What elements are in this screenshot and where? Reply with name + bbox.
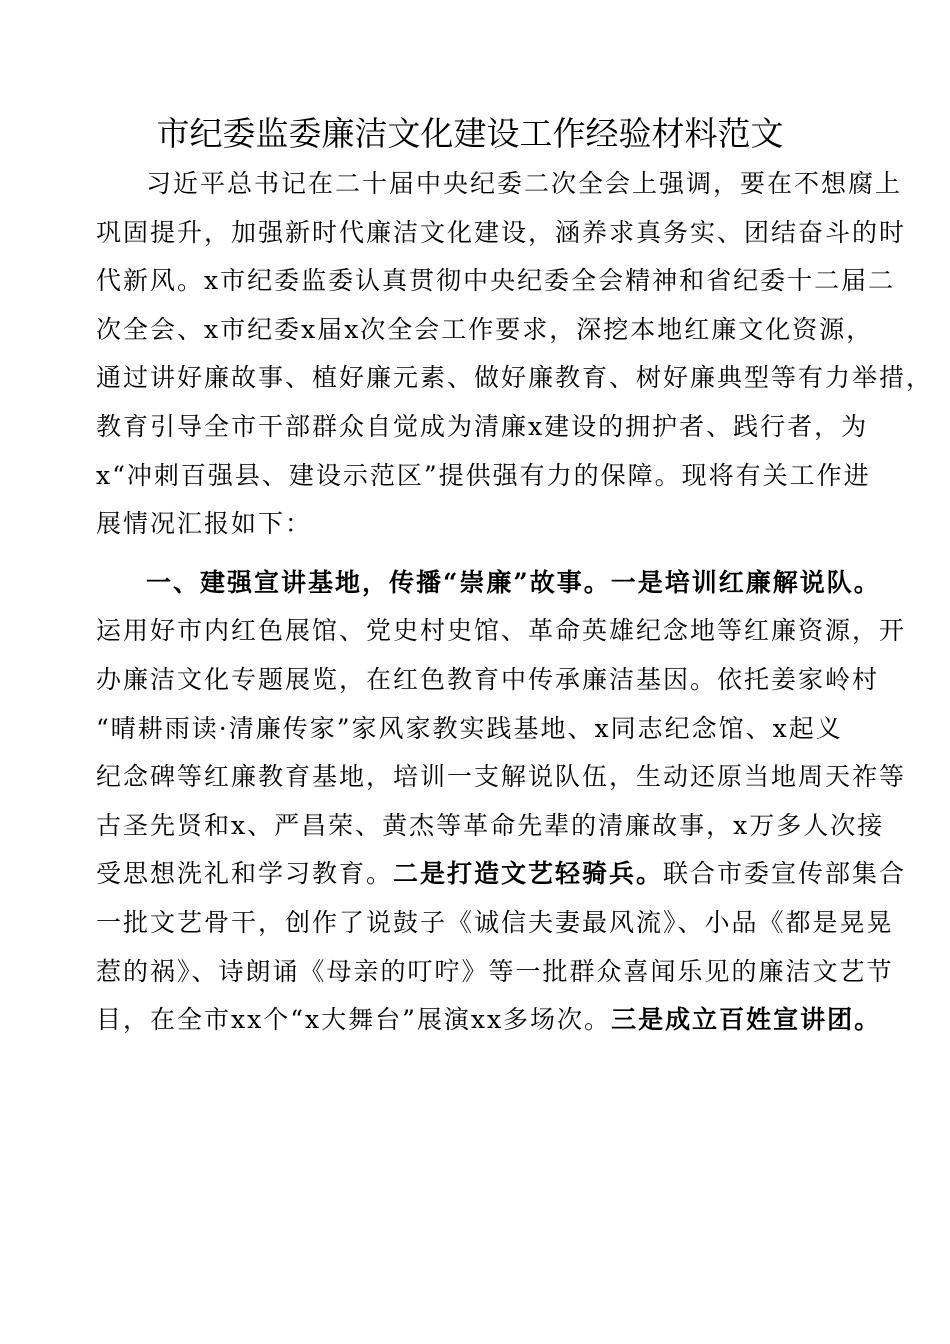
text-line: 通过讲好廉故事、植好廉元素、做好廉教育、树好廉典型等有力举措， — [96, 363, 934, 393]
text-line-mixed — [96, 996, 882, 1045]
text-line: 展情况汇报如下： — [96, 509, 313, 539]
text-line: 次全会、x市纪委x届x次全会工作要求，深挖本地红廉文化资源， — [96, 314, 874, 344]
subheading-segment: 二是打造文艺轻骑兵。 — [393, 859, 664, 889]
document-title: 市纪委监委廉洁文化建设工作经验材料范文 — [156, 114, 784, 153]
text-line: 办廉洁文化专题展览，在红色教育中传承廉洁基因。依托姜家岭村 — [96, 664, 880, 694]
text-line: 古圣先贤和x、严昌荣、黄杰等革命先辈的清廉故事，x万多人次接 — [96, 810, 885, 840]
text-line: “晴耕雨读·清廉传家”家风家教实践基地、x同志纪念馆、x起义 — [96, 713, 843, 743]
section-1-paragraph — [96, 559, 907, 1045]
text-line: 惹的祸》、诗朗诵《母亲的叮咛》等一批群众喜闻乐见的廉洁文艺节 — [96, 956, 894, 986]
section-heading: 一、建强宣讲基地，传播“崇廉”故事。一是培训红廉解说队。 — [146, 567, 881, 597]
text-line: 运用好市内红色展馆、党史村史馆、革命英雄纪念地等红廉资源，开 — [96, 616, 907, 646]
text-line: 教育引导全市干部群众自觉成为清廉x建设的拥护者、践行者，为 — [96, 411, 869, 441]
text-segment: 受思想洗礼和学习教育。 — [96, 859, 394, 889]
subheading-segment: 三是成立百姓宣讲团。 — [611, 1005, 882, 1035]
text-segment: 联合市委宣传部集合 — [663, 859, 907, 889]
text-line: 纪念碑等红廉教育基地，培训一支解说队伍，生动还原当地周天祚等 — [96, 762, 907, 792]
text-line: 习近平总书记在二十届中央纪委二次全会上强调，要在不想腐上 — [146, 169, 903, 198]
text-line-mixed — [96, 850, 907, 899]
text-line: 代新风。x市纪委监委认真贯彻中央纪委全会精神和省纪委十二届二 — [96, 266, 896, 296]
text-line: 一批文艺骨干，创作了说鼓子《诚信夫妻最风流》、小品《都是晃晃 — [96, 907, 894, 937]
intro-paragraph — [96, 160, 934, 549]
text-segment: 目，在全市xx个“x大舞台”展演xx多场次。 — [96, 1005, 612, 1035]
text-line: 巩固提升，加强新时代廉洁文化建设，涵养求真务实、团结奋斗的时 — [96, 217, 907, 247]
text-line: x“冲刺百强县、建设示范区”提供强有力的保障。现将有关工作进 — [96, 460, 871, 490]
document-page — [96, 108, 934, 1045]
